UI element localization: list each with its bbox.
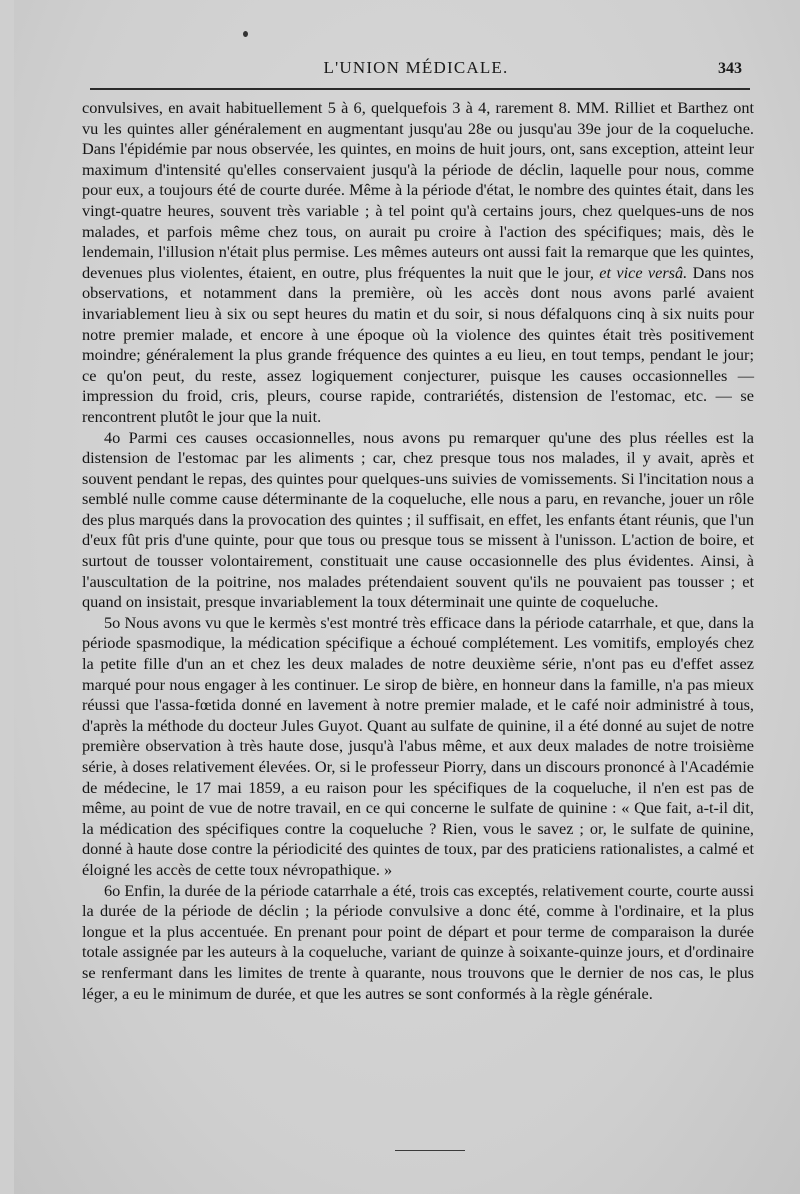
paragraph-6: 6o Enfin, la durée de la période catarrhale a été, trois cas exceptés, relativement courte, courte aussi la durée de la période de déclin ; la période convulsive a donc été, comme à l'ordinaire, et la plus longue et la plus accentuée. En prenant pour point de départ et pour terme de comparaison la durée totale assignée par les auteurs à la coqueluche, variant de quinze à soixante-quinze jours, et d'ordinaire se renfermant dans les limites de trente à quarante, nous trouvons que le dernier de nos cas, le plus léger, a eu le minimum de durée, et que les autres se sont conformés à la règle générale. xyxy=(82,880,754,1003)
paragraph-text: Dans nos observations, et notamment dans la première, où les accès dont nous avons parlé avaient invariablement lieu à six ou sept heures du matin et du soir, si nous défalquons cinq à six nuits pour notre premier malade, et encore à une époque où la violence des quintes était très positivement moindre; généralement la plus grande fréquence des quintes a eu lieu, en tout temps, pendant le jour; ce qu'on peut, du reste, assez logiquement conjecturer, puisque les causes occasionnelles — impression du froid, cris, pleurs, course rapide, contrariétés, distension de l'estomac, etc. — se rencontrent plutôt le jour que la nuit. xyxy=(82,262,754,426)
paragraph-text: convulsives, en avait habituellement 5 à 6, quelquefois 3 à 4, rarement 8. MM. Rilliet et Barthez ont vu les quintes aller généralement en augmentant jusqu'au 28e ou jusqu'au 39e jour de la coqueluche. Dans l'épidémie par nous observée, les quintes, en moins de huit jours, ont, sans exception, atteint leur maximum d'intensité qu'elles conservaient jusqu'à la période de déclin, laquelle pour nous, comme pour eux, a toujours été de courte durée. Même à la période d'état, le nombre des quintes était, dans les vingt-quatre heures, souvent très variable ; à tel point qu'à certains jours, chez quelques-uns de nos malades, et parfois même chez tous, on aurait pu croire à l'action des spécifiques; mais, dès le lendemain, l'illusion n'était plus permise. Les mêmes auteurs ont aussi fait la remarque que les quintes, devenues plus violentes, étaient, en outre, plus fréquentes la nuit que le jour, xyxy=(82,98,754,282)
paragraph-continuation xyxy=(82,98,754,428)
footer-rule xyxy=(395,1150,465,1151)
journal-title: L'UNION MÉDICALE. xyxy=(323,58,509,77)
paragraph-5: 5o Nous avons vu que le kermès s'est montré très efficace dans la période catarrhale, et que, dans la période spasmodique, la médication spécifique a échoué complétement. Les vomitifs, employés chez la petite fille d'un an et chez les deux malades de notre deuxième série, n'ont pas eu d'effet assez marqué pour nous engager à les continuer. Le sirop de bière, en honneur dans la famille, n'a pas mieux réussi que l'assa-fœtida donné en lavement à notre premier malade, et le café noir administré à tous, d'après la méthode du docteur Jules Guyot. Quant au sulfate de quinine, il a été donné au sujet de notre première observation à très haute dose, jusqu'à l'abus même, et aux deux malades de notre troisième série, à doses relativement élevées. Or, si le professeur Piorry, dans un discours prononcé à l'Académie de médecine, le 17 mai 1859, a eu raison pour les spécifiques de la coqueluche, il n'en est pas de même, au point de vue de notre travail, en ce qui concerne le sulfate de quinine : « Que fait, a-t-il dit, la médication des spécifiques contre la coqueluche ? Rien, vous le savez ; or, le sulfate de quinine, donné à haute dose contre la périodicité des quintes de toux, par des praticiens rationalistes, a calmé et éloigné les accès de cette toux névropathique. » xyxy=(82,612,754,879)
paragraph-4: 4o Parmi ces causes occasionnelles, nous avons pu remarquer qu'une des plus réelles est la distension de l'estomac par les aliments ; car, chez presque tous nos malades, il y avait, après et souvent pendant le repas, des quintes pour quelques-uns suivies de vomissements. Si l'incitation nous a semblé nulle comme cause déterminante de la coqueluche, elle nous a paru, en revanche, jouer un rôle des plus marqués dans la provocation des quintes ; il suffisait, en effet, les enfants étant réunis, que l'un d'eux fût pris d'une quinte, pour que tous ou presque tous se missent à l'unisson. L'action de boire, et surtout de tousser volontairement, constituait une cause occasionnelle des plus évidentes. Ainsi, à l'auscultation de la poitrine, nos malades prétendaient souvent qu'ils ne pouvaient pas tousser ; et quand on insistait, presque invariablement la toux déterminait une quinte de coqueluche. xyxy=(82,427,754,612)
page-number: 343 xyxy=(718,60,742,77)
italic-phrase: et vice versâ. xyxy=(599,262,688,282)
body-text xyxy=(82,98,754,1004)
running-header xyxy=(82,58,750,82)
ink-spot xyxy=(243,31,248,37)
header-rule xyxy=(90,88,750,90)
